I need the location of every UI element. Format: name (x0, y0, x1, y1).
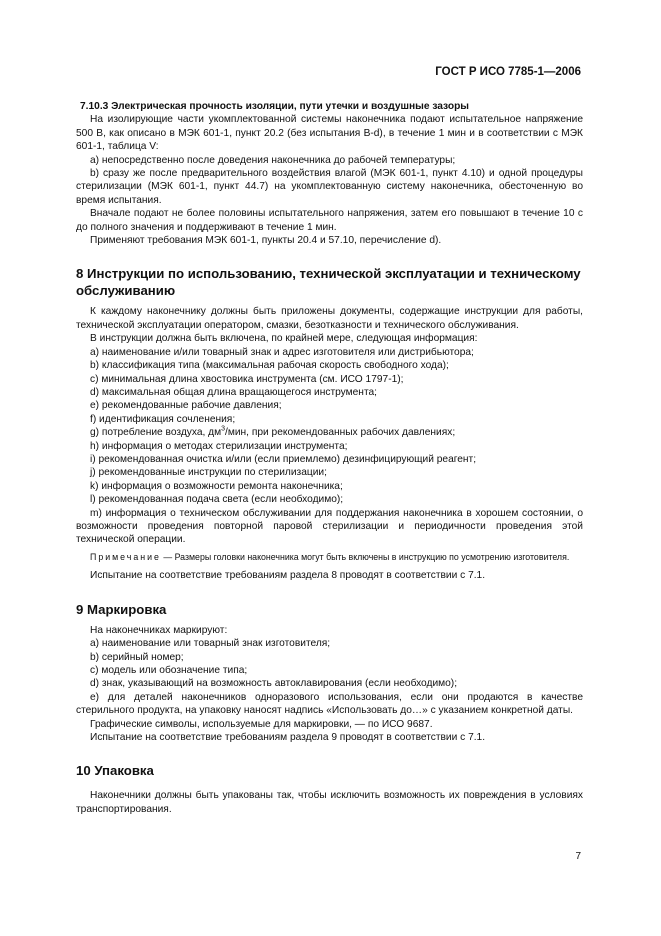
list-item: c) модель или обозначение типа; (90, 664, 248, 676)
paragraph: Испытание на соответствие требованиям раздела 9 проводят в соответствии с 7.1. (90, 731, 486, 743)
paragraph: На наконечниках маркируют: (90, 624, 228, 636)
section-title-10: 10 Упаковка (76, 763, 154, 779)
note-text: — Размеры головки наконечника могут быть включены в инструкцию по усмотрению изготовителя. (160, 551, 570, 562)
list-item (76, 426, 583, 439)
paragraph: На изолирующие части укомплектованной системы наконечника подают испытательное напряжение 500 В, как описано в МЭК 601-1, пункт 20.2 (без испытания B-d), в течение 1 мин и в соответствии с МЭК 601-1, таблица V: (76, 114, 583, 153)
section-title-8: 8 Инструкции по использованию, технической эксплуатации и техническому обслуживанию (76, 266, 581, 299)
list-item: k) информация о возможности ремонта наконечника; (90, 480, 343, 492)
paragraph: Наконечники должны быть упакованы так, чтобы исключить возможность их повреждения в условиях транспортирования. (76, 790, 583, 815)
list-item-g-text: g) потребление воздуха, дм (90, 427, 222, 439)
list-item-g-text-end: /мин, при рекомендованных рабочих давлениях; (225, 427, 456, 439)
document-id: ГОСТ Р ИСО 7785-1—2006 (435, 66, 581, 78)
paragraph: К каждому наконечнику должны быть приложены документы, содержащие инструкции для работы, технической эксплуатации оператором, смазки, безотказности и технического обслуживания. (76, 306, 583, 331)
superscript: 3 (221, 425, 226, 433)
paragraph: Применяют требования МЭК 601-1, пункты 20.4 и 57.10, перечисление d). (90, 235, 442, 247)
list-item: j) рекомендованные инструкции по стерилизации; (90, 467, 327, 479)
list-item: i) рекомендованная очистка и/или (если приемлемо) дезинфицирующий реагент; (90, 453, 477, 465)
page-content (76, 100, 583, 816)
paragraph: Вначале подают не более половины испытательного напряжения, затем его повышают в течение 10 с до полного значения и поддерживают в течение 1 мин. (76, 208, 583, 233)
note (76, 551, 583, 564)
list-item: f) идентификация сочленения; (90, 413, 236, 425)
list-item: e) для деталей наконечников одноразового использования, если они продаются в качестве стерильного продукта, на упаковку наносят надпись «Использовать до…» с указанием конкретной даты. (76, 691, 583, 717)
section-title-9: 9 Маркировка (76, 601, 167, 617)
list-item: e) рекомендованные рабочие давления; (90, 400, 282, 412)
list-item: d) знак, указывающий на возможность автоклавирования (если необходимо); (90, 678, 458, 690)
list-item: c) минимальная длина хвостовика инструмента (см. ИСО 1797-1); (90, 373, 404, 385)
list-item: h) информация о методах стерилизации инструмента; (90, 440, 348, 452)
paragraph: Графические символы, используемые для маркировки, — по ИСО 9687. (90, 718, 433, 730)
list-item: a) наименование или товарный знак изготовителя; (90, 638, 331, 650)
note-label: Примечание (90, 551, 161, 562)
list-item: b) серийный номер; (90, 651, 184, 663)
page-number: 7 (575, 851, 581, 862)
list-item: b) классификация типа (максимальная рабочая скорость свободного хода); (90, 360, 449, 372)
paragraph: В инструкции должна быть включена, по крайней мере, следующая информация: (90, 333, 478, 345)
list-item: a) наименование и/или товарный знак и адрес изготовителя или дистрибьютора; (90, 346, 474, 358)
list-item: b) сразу же после предварительного воздействия влагой (МЭК 601-1, пункт 4.10) и одной процедуры стерилизации (МЭК 601-1, пункт 44.7) на укомплектованную систему наконечника, обесточенную во время испытания. (76, 168, 583, 206)
list-item: m) информация о техническом обслуживании для поддержания наконечника в хорошем состоянии, о возможности проведения повторной паровой стерилизации и периодичности проведения этой технической операции. (76, 507, 583, 546)
list-item: a) непосредственно после доведения наконечника до рабочей температуры; (90, 154, 456, 166)
list-item: d) максимальная общая длина вращающегося инструмента; (90, 386, 377, 398)
list-item: l) рекомендованная подача света (если необходимо); (90, 494, 344, 506)
paragraph: Испытание на соответствие требованиям раздела 8 проводят в соответствии с 7.1. (90, 570, 486, 582)
subsection-title-7-10-3: 7.10.3 Электрическая прочность изоляции, пути утечки и воздушные зазоры (80, 101, 470, 112)
